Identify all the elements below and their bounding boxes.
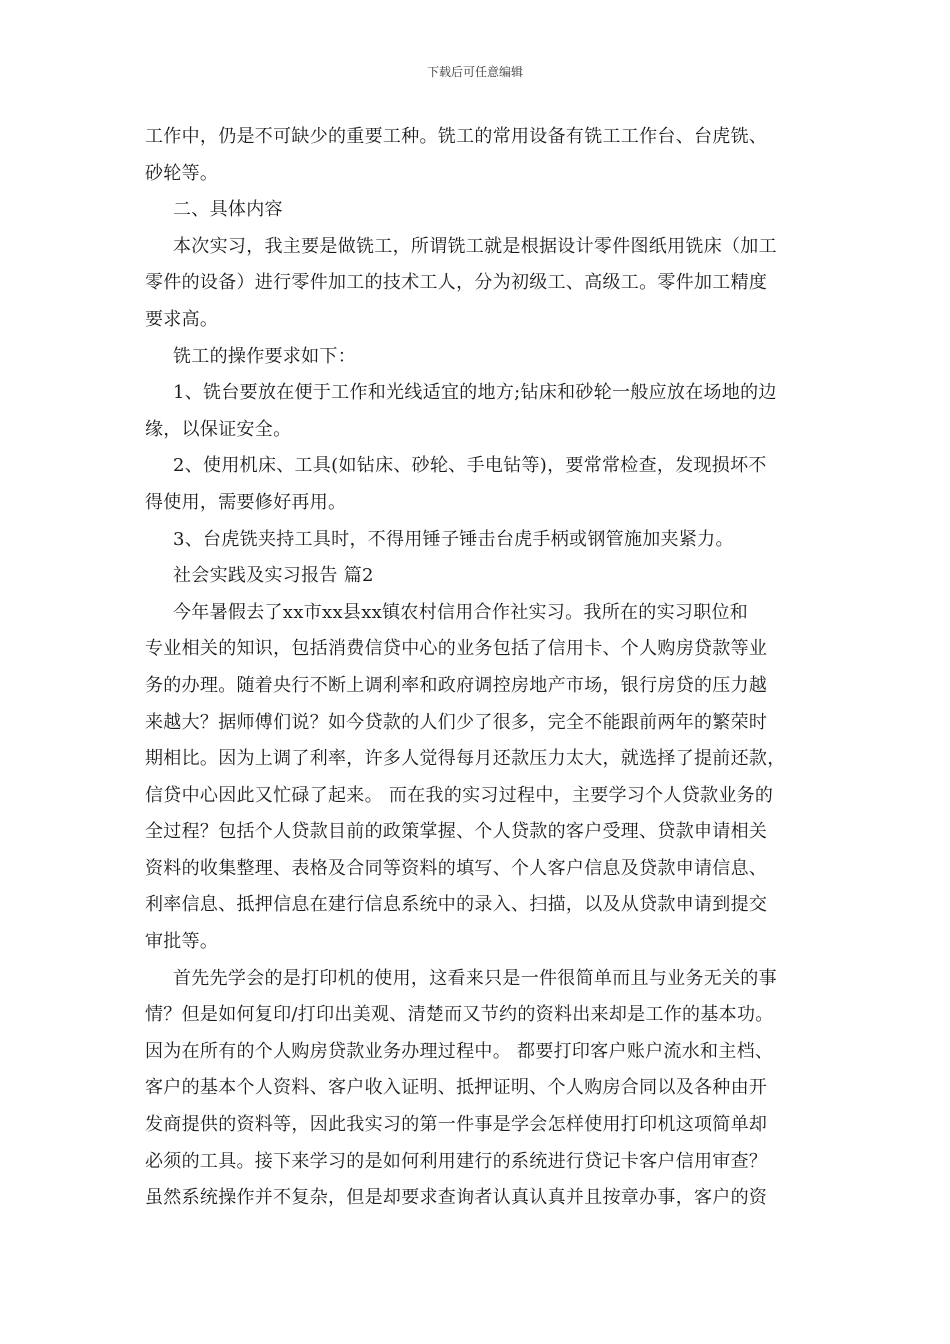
page-header: 下载后可任意编辑 — [426, 65, 523, 79]
text-line: 铣工的操作要求如下： — [173, 345, 356, 367]
text-line: 缘，以保证安全。 — [145, 418, 292, 440]
text-line: 必须的工具。接下来学习的是如何利用建行的系统进行贷记卡客户信用审查？ — [145, 1150, 768, 1172]
text-line: 情？但是如何复印/打印出美观、清楚而又节约的资料出来却是工作的基本功。 — [145, 1004, 774, 1026]
text-line: 要求高。 — [145, 308, 219, 330]
text-line: 得使用，需要修好再用。 — [145, 491, 347, 513]
text-line: 本次实习，我主要是做铣工，所谓铣工就是根据设计零件图纸用铣床（加工 — [173, 235, 777, 257]
text-line: 二、具体内容 — [173, 199, 283, 221]
text-line: 发商提供的资料等，因此我实习的第一件事是学会怎样使用打印机这项简单却 — [145, 1114, 768, 1136]
text-line: 审批等。 — [145, 931, 219, 953]
text-line: 1、铣台要放在便于工作和光线适宜的地方;钻床和砂轮一般应放在场地的边 — [173, 382, 777, 404]
text-line: 全过程？包括个人贷款目前的政策掌握、个人贷款的客户受理、贷款申请相关 — [145, 821, 768, 843]
text-line: 来越大？据师傅们说？如今贷款的人们少了很多，完全不能跟前两年的繁荣时 — [145, 711, 768, 733]
document-body — [145, 119, 810, 1217]
text-line: 务的办理。随着央行不断上调利率和政府调控房地产市场，银行房贷的压力越 — [145, 674, 768, 696]
text-line: 砂轮等。 — [145, 162, 219, 184]
text-line: 零件的设备）进行零件加工的技术工人，分为初级工、高级工。零件加工精度 — [145, 272, 768, 294]
text-line: 虽然系统操作并不复杂，但是却要求查询者认真认真并且按章办事，客户的资 — [145, 1187, 768, 1209]
text-line: 因为在所有的个人购房贷款业务办理过程中。 都要打印客户账户流水和主档、 — [145, 1040, 774, 1062]
text-line: 工作中，仍是不可缺少的重要工种。铣工的常用设备有铣工工作台、台虎铣、 — [145, 126, 768, 147]
text-line: 资料的收集整理、表格及合同等资料的填写、个人客户信息及贷款申请信息、 — [145, 857, 768, 879]
text-line: 2、使用机床、工具(如钻床、砂轮、手电钻等)，要常常检查，发现损坏不 — [173, 455, 767, 477]
text-line: 利率信息、抵押信息在建行信息系统中的录入、扫描，以及从贷款申请到提交 — [145, 894, 768, 916]
text-line: 专业相关的知识，包括消费信贷中心的业务包括了信用卡、个人购房贷款等业 — [145, 638, 768, 660]
text-line: 信贷中心因此又忙碌了起来。 而在我的实习过程中，主要学习个人贷款业务的 — [145, 784, 774, 806]
text-line: 社会实践及实习报告 篇2 — [173, 565, 374, 587]
text-line: 首先先学会的是打印机的使用，这看来只是一件很简单而且与业务无关的事 — [173, 967, 777, 989]
text-line: 3、台虎铣夹持工具时，不得用锤子锤击台虎手柄或钢管施加夹紧力。 — [173, 528, 734, 550]
text-line: 今年暑假去了xx市xx县xx镇农村信用合作社实习。我所在的实习职位和 — [173, 601, 749, 623]
text-line: 期相比。因为上调了利率，许多人觉得每月还款压力太大，就选择了提前还款， — [145, 748, 786, 770]
text-line: 客户的基本个人资料、客户收入证明、抵押证明、个人购房合同以及各种由开 — [145, 1077, 768, 1099]
